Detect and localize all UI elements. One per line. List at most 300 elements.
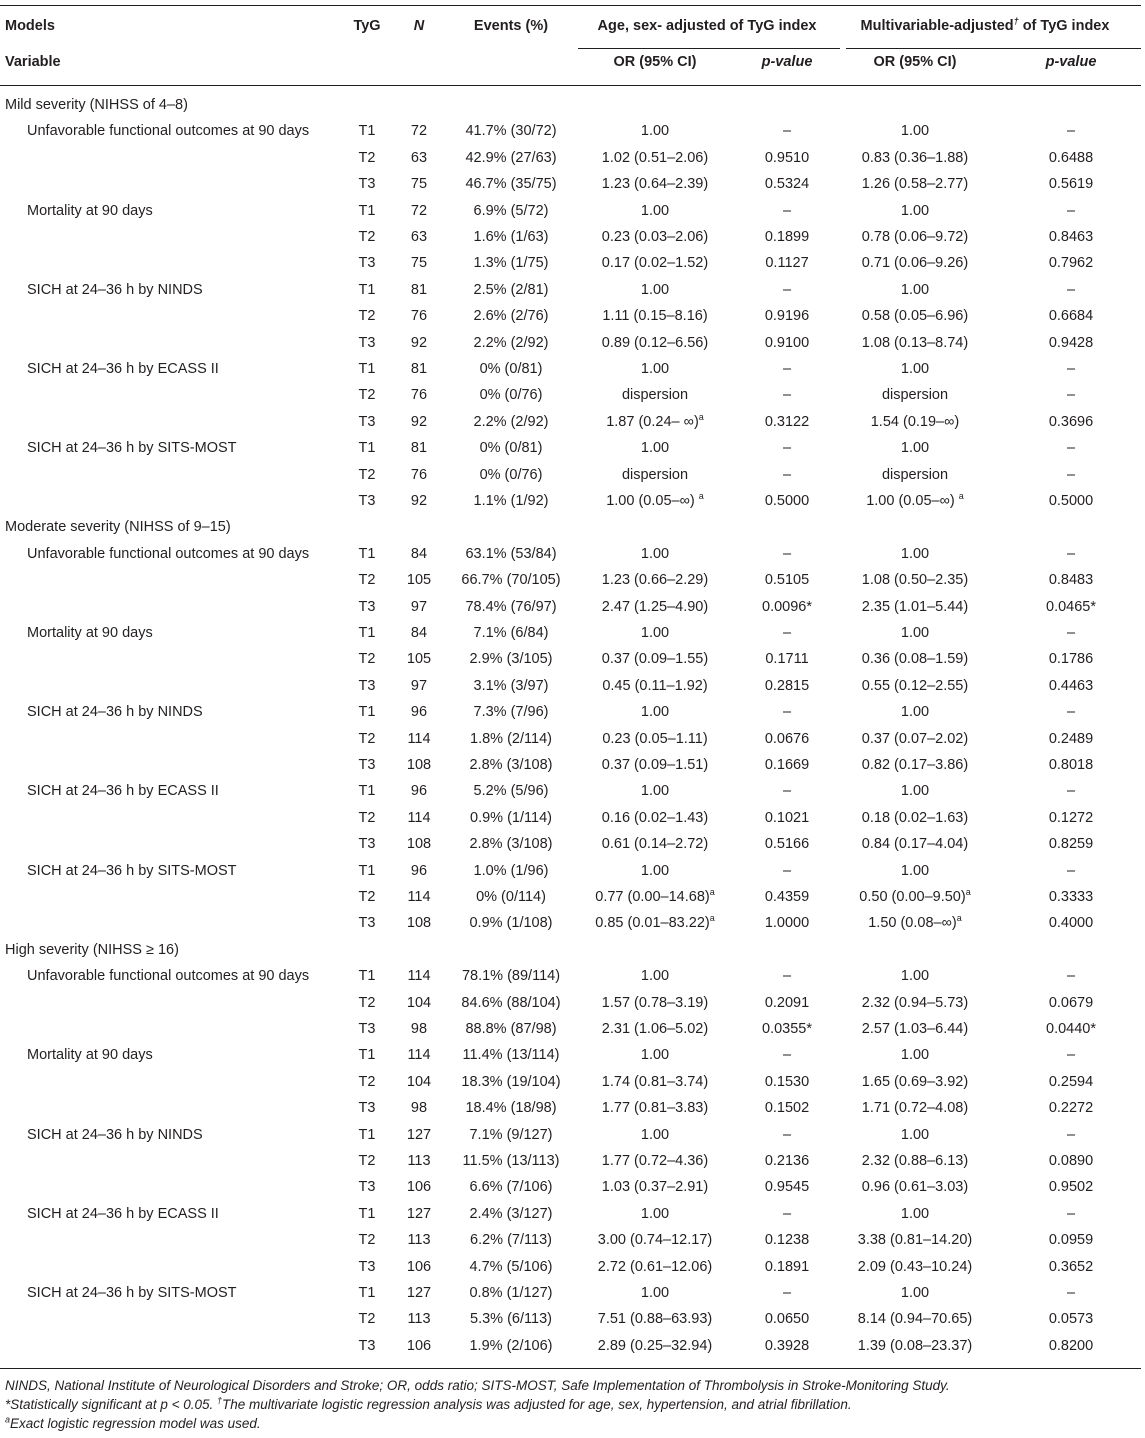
cell-or-multivariable: 0.58 (0.05–6.96) <box>861 308 969 324</box>
outcome-label: SICH at 24–36 h by ECASS II <box>27 783 219 799</box>
cell-p-multivariable: – <box>1066 361 1076 377</box>
table-top-rule <box>0 5 1141 6</box>
cell-n: 72 <box>410 123 428 139</box>
cell-events: 46.7% (35/75) <box>465 176 557 192</box>
cell-tyg: T2 <box>358 1232 376 1248</box>
cell-or-age-sex: 1.00 <box>640 282 670 298</box>
cell-p-multivariable: 0.6684 <box>1048 308 1094 324</box>
cell-or-multivariable: 1.00 <box>900 203 930 219</box>
cell-or-age-sex: 2.47 (1.25–4.90) <box>601 599 709 615</box>
cell-events: 7.1% (6/84) <box>473 625 549 641</box>
cell-tyg: T3 <box>358 1021 376 1037</box>
cell-events: 0% (0/81) <box>479 440 543 456</box>
cell-tyg: T2 <box>358 810 376 826</box>
cell-p-age-sex: – <box>782 123 792 139</box>
cell-or-age-sex: 2.72 (0.61–12.06) <box>597 1259 713 1275</box>
cell-n: 114 <box>407 968 431 984</box>
cell-events: 18.4% (18/98) <box>465 1100 557 1116</box>
cell-or-multivariable: 1.00 <box>900 625 930 641</box>
cell-events: 0.9% (1/114) <box>470 810 552 826</box>
outcome-label: Unfavorable functional outcomes at 90 days <box>27 123 310 139</box>
outcome-label: SICH at 24–36 h by SITS-MOST <box>27 863 237 879</box>
cell-p-age-sex: 0.1127 <box>765 255 809 271</box>
cell-tyg: T3 <box>358 335 376 351</box>
cell-or-multivariable: 0.71 (0.06–9.26) <box>861 255 969 271</box>
cell-tyg: T1 <box>358 203 376 219</box>
cell-events: 1.8% (2/114) <box>470 731 552 747</box>
cell-p-multivariable: 0.5619 <box>1048 176 1094 192</box>
cell-or-age-sex: 1.00 <box>640 123 670 139</box>
cell-p-multivariable: – <box>1066 783 1076 799</box>
footnote-exact-model: $^a$Exact logistic regression model was used. <box>5 1414 261 1431</box>
cell-tyg: T3 <box>358 836 376 852</box>
cell-or-multivariable: 2.09 (0.43–10.24) <box>857 1259 973 1275</box>
cell-p-multivariable: 0.0890 <box>1048 1153 1094 1169</box>
cell-events: 88.8% (87/98) <box>465 1021 557 1037</box>
cell-or-multivariable: 1.00 <box>900 1047 930 1063</box>
cell-p-age-sex: – <box>782 203 792 219</box>
cell-or-age-sex: 1.00 <box>640 863 670 879</box>
cell-or-age-sex: 0.61 (0.14–2.72) <box>601 836 709 852</box>
cell-events: 7.1% (9/127) <box>469 1127 553 1143</box>
header-or-1: OR (95% CI) <box>613 54 697 70</box>
cell-p-multivariable: – <box>1066 282 1076 298</box>
cell-or-age-sex: 1.77 (0.72–4.36) <box>601 1153 709 1169</box>
cell-n: 114 <box>407 731 431 747</box>
cell-or-age-sex: 0.77 $(0.00-14.68)^a$ <box>595 887 715 905</box>
cell-tyg: T3 <box>358 1259 376 1275</box>
cell-or-age-sex: 0.45 (0.11–1.92) <box>602 678 708 694</box>
cell-n: 81 <box>410 361 428 377</box>
cell-events: 2.2% (2/92) <box>473 335 549 351</box>
cell-or-multivariable: 1.26 (0.58–2.77) <box>861 176 969 192</box>
section-title: Mild severity (NIHSS of 4–8) <box>5 97 188 113</box>
cell-or-multivariable: 8.14 (0.94–70.65) <box>857 1311 973 1327</box>
outcome-label: Unfavorable functional outcomes at 90 days <box>27 968 310 984</box>
cell-n: 104 <box>406 1074 432 1090</box>
cell-events: 1.6% (1/63) <box>473 229 549 245</box>
cell-p-age-sex: 0.9100 <box>764 335 810 351</box>
cell-events: 2.9% (3/105) <box>469 651 553 667</box>
cell-n: 98 <box>410 1021 428 1037</box>
cell-n: 96 <box>410 704 428 720</box>
cell-or-age-sex: dispersion <box>621 467 689 483</box>
cell-tyg: T1 <box>358 1285 376 1301</box>
cell-or-age-sex: 1.03 (0.37–2.91) <box>601 1179 709 1195</box>
cell-or-age-sex: 0.85 $(0.01-83.22)^a$ <box>595 913 715 931</box>
cell-p-multivariable: 0.8018 <box>1048 757 1094 773</box>
cell-tyg: T2 <box>358 889 376 905</box>
cell-p-multivariable: – <box>1066 546 1076 562</box>
cell-or-multivariable: 2.32 (0.94–5.73) <box>861 995 969 1011</box>
cell-n: 113 <box>407 1232 431 1248</box>
cell-tyg: T1 <box>358 361 376 377</box>
cell-p-multivariable: 0.9428 <box>1048 335 1094 351</box>
cell-tyg: T3 <box>358 493 376 509</box>
cell-p-multivariable: 0.9502 <box>1048 1179 1094 1195</box>
header-multivariable-adjusted: Multivariable-adjusted† of TyG index <box>860 16 1110 34</box>
cell-events: 6.2% (7/113) <box>470 1232 552 1248</box>
cell-p-multivariable: – <box>1066 123 1076 139</box>
cell-p-multivariable: – <box>1066 863 1076 879</box>
cell-or-age-sex: 1.77 (0.81–3.83) <box>601 1100 709 1116</box>
section-title: High severity (NIHSS ≥ 16) <box>5 942 179 958</box>
cell-tyg: T2 <box>358 150 376 166</box>
cell-tyg: T1 <box>358 625 376 641</box>
cell-events: 0.9% (1/108) <box>469 915 553 931</box>
cell-or-multivariable: 1.39 (0.08–23.37) <box>857 1338 973 1354</box>
cell-or-age-sex: 0.89 (0.12–6.56) <box>601 335 709 351</box>
cell-p-multivariable: – <box>1066 467 1076 483</box>
cell-events: 2.5% (2/81) <box>473 282 549 298</box>
cell-p-age-sex: – <box>782 1127 792 1143</box>
cell-p-age-sex: 0.0650 <box>764 1311 810 1327</box>
cell-tyg: T2 <box>358 229 376 245</box>
cell-events: 2.8% (3/108) <box>469 757 553 773</box>
cell-or-age-sex: 1.00 (0.05–∞) $^a$ <box>606 491 704 509</box>
cell-or-age-sex: 1.74 (0.81–3.74) <box>601 1074 709 1090</box>
cell-or-multivariable: 1.00 <box>900 968 930 984</box>
cell-p-age-sex: – <box>782 361 792 377</box>
header-variable: Variable <box>5 54 61 70</box>
cell-p-age-sex: – <box>782 546 792 562</box>
footnote-abbreviations: NINDS, National Institute of Neurological Disorders and Stroke; OR, odds ratio; SITS-MOST, Safe Implementation of Thrombolysis in Stroke-Monitoring Study. <box>5 1378 950 1393</box>
cell-or-age-sex: 1.00 <box>640 1047 670 1063</box>
cell-p-multivariable: 0.0440* <box>1046 1021 1096 1037</box>
cell-p-age-sex: – <box>782 1206 792 1222</box>
cell-tyg: T1 <box>358 863 376 879</box>
cell-n: 84 <box>410 625 428 641</box>
cell-p-multivariable: – <box>1066 1127 1076 1143</box>
cell-n: 114 <box>407 1047 431 1063</box>
cell-or-age-sex: 0.16 (0.02–1.43) <box>601 810 709 826</box>
cell-events: 5.2% (5/96) <box>473 783 549 799</box>
cell-or-age-sex: 1.00 <box>640 1127 670 1143</box>
cell-p-multivariable: – <box>1066 625 1076 641</box>
cell-events: 2.4% (3/127) <box>469 1206 553 1222</box>
cell-tyg: T1 <box>358 783 376 799</box>
cell-p-age-sex: 0.3928 <box>764 1338 810 1354</box>
cell-or-age-sex: dispersion <box>621 387 689 403</box>
cell-p-multivariable: 0.2272 <box>1048 1100 1094 1116</box>
header-age-sex-adjusted: Age, sex- adjusted of TyG index <box>597 18 817 34</box>
cell-p-age-sex: – <box>782 387 792 403</box>
cell-p-multivariable: – <box>1066 1206 1076 1222</box>
footnote-significance: *Statistically significant at p < 0.05. †The multivariate logistic regression analysis was adjusted for age, sex, hypertension, and atrial fibrillation. <box>5 1395 852 1412</box>
cell-or-multivariable: 1.00 <box>900 546 930 562</box>
cell-p-multivariable: 0.8200 <box>1048 1338 1094 1354</box>
cell-events: 1.3% (1/75) <box>473 255 549 271</box>
cell-events: 18.3% (19/104) <box>461 1074 561 1090</box>
cell-n: 106 <box>406 1179 432 1195</box>
cell-or-multivariable: 1.65 (0.69–3.92) <box>861 1074 969 1090</box>
cell-or-age-sex: 0.23 (0.03–2.06) <box>601 229 709 245</box>
cell-events: 1.9% (2/106) <box>469 1338 553 1354</box>
cell-p-age-sex: 0.5324 <box>764 176 810 192</box>
cell-or-age-sex: 7.51 (0.88–63.93) <box>597 1311 713 1327</box>
cell-p-multivariable: 0.8483 <box>1048 572 1094 588</box>
cell-or-multivariable: 1.00 <box>900 1206 930 1222</box>
cell-or-multivariable: 1.50 $(0.08-\infty)^a$ <box>868 913 962 931</box>
cell-tyg: T1 <box>358 1127 376 1143</box>
table-bottom-rule <box>0 1368 1141 1369</box>
cell-n: 105 <box>406 651 432 667</box>
cell-p-multivariable: 0.4000 <box>1048 915 1094 931</box>
cell-n: 92 <box>410 493 428 509</box>
cell-p-age-sex: 0.1899 <box>764 229 810 245</box>
cell-n: 84 <box>410 546 428 562</box>
cell-or-multivariable: 1.00 <box>900 1127 930 1143</box>
cell-or-age-sex: 1.00 <box>640 203 670 219</box>
cell-tyg: T3 <box>358 915 376 931</box>
header-rule-multivariable <box>846 48 1141 49</box>
cell-or-multivariable: 0.83 (0.36–1.88) <box>861 150 969 166</box>
cell-n: 127 <box>406 1127 432 1143</box>
cell-tyg: T3 <box>358 255 376 271</box>
cell-n: 75 <box>410 255 428 271</box>
cell-or-age-sex: 1.23 (0.64–2.39) <box>601 176 709 192</box>
cell-or-multivariable: 1.00 <box>900 783 930 799</box>
cell-tyg: T1 <box>358 968 376 984</box>
cell-p-multivariable: 0.0573 <box>1048 1311 1094 1327</box>
cell-or-age-sex: 3.00 (0.74–12.17) <box>597 1232 713 1248</box>
cell-p-multivariable: 0.7962 <box>1048 255 1094 271</box>
cell-p-age-sex: 0.1502 <box>764 1100 810 1116</box>
cell-or-multivariable: 0.36 (0.08–1.59) <box>861 651 969 667</box>
cell-tyg: T2 <box>358 308 376 324</box>
cell-p-age-sex: 0.3122 <box>764 414 810 430</box>
cell-or-multivariable: 0.50 $(0.00-9.50)^a$ <box>859 887 971 905</box>
cell-tyg: T2 <box>358 995 376 1011</box>
cell-events: 84.6% (88/104) <box>461 995 561 1011</box>
cell-p-multivariable: 0.3333 <box>1048 889 1094 905</box>
cell-events: 5.3% (6/113) <box>470 1311 552 1327</box>
cell-or-age-sex: 1.00 <box>640 625 670 641</box>
cell-tyg: T3 <box>358 1338 376 1354</box>
cell-events: 0% (0/76) <box>479 467 543 483</box>
cell-or-multivariable: 0.78 (0.06–9.72) <box>861 229 969 245</box>
header-or-2: OR (95% CI) <box>873 54 957 70</box>
cell-or-multivariable: 3.38 (0.81–14.20) <box>857 1232 973 1248</box>
cell-p-multivariable: – <box>1066 387 1076 403</box>
cell-tyg: T3 <box>358 176 376 192</box>
cell-tyg: T2 <box>358 1311 376 1327</box>
cell-p-multivariable: – <box>1066 704 1076 720</box>
cell-p-multivariable: 0.8463 <box>1048 229 1094 245</box>
cell-p-age-sex: – <box>782 968 792 984</box>
cell-p-multivariable: – <box>1066 1285 1076 1301</box>
cell-p-age-sex: 0.9510 <box>764 150 810 166</box>
cell-tyg: T3 <box>358 414 376 430</box>
cell-or-age-sex: 1.00 <box>640 1206 670 1222</box>
outcome-label: SICH at 24–36 h by ECASS II <box>27 361 219 377</box>
cell-n: 97 <box>410 678 428 694</box>
cell-p-age-sex: 1.0000 <box>764 915 810 931</box>
cell-or-multivariable: 1.00 <box>900 440 930 456</box>
cell-p-age-sex: – <box>782 282 792 298</box>
cell-tyg: T2 <box>358 387 376 403</box>
cell-p-age-sex: – <box>782 625 792 641</box>
cell-p-multivariable: – <box>1066 968 1076 984</box>
cell-p-age-sex: 0.2815 <box>764 678 810 694</box>
cell-events: 78.4% (76/97) <box>465 599 557 615</box>
cell-p-multivariable: 0.0465* <box>1046 599 1096 615</box>
cell-n: 98 <box>410 1100 428 1116</box>
cell-or-age-sex: 1.87 (0.24– ∞)$^a$ <box>606 412 704 430</box>
cell-p-age-sex: 0.1891 <box>764 1259 810 1275</box>
cell-n: 81 <box>410 440 428 456</box>
header-tyg: TyG <box>353 18 381 34</box>
cell-or-age-sex: 1.00 <box>640 361 670 377</box>
cell-n: 104 <box>406 995 432 1011</box>
section-title: Moderate severity (NIHSS of 9–15) <box>5 519 231 535</box>
cell-p-age-sex: 0.9545 <box>764 1179 810 1195</box>
cell-or-multivariable: 0.82 (0.17–3.86) <box>861 757 969 773</box>
cell-events: 42.9% (27/63) <box>465 150 557 166</box>
cell-n: 108 <box>406 836 432 852</box>
cell-p-age-sex: 0.1238 <box>764 1232 810 1248</box>
cell-events: 11.4% (13/114) <box>462 1047 560 1063</box>
cell-n: 127 <box>406 1206 432 1222</box>
cell-or-multivariable: 1.00 <box>900 863 930 879</box>
cell-n: 108 <box>406 757 432 773</box>
cell-p-multivariable: 0.8259 <box>1048 836 1094 852</box>
cell-tyg: T2 <box>358 1074 376 1090</box>
cell-tyg: T1 <box>358 123 376 139</box>
cell-p-multivariable: 0.1272 <box>1048 810 1094 826</box>
cell-or-age-sex: 2.89 (0.25–32.94) <box>597 1338 713 1354</box>
header-p-value-1: p-value <box>761 54 813 70</box>
cell-or-multivariable: dispersion <box>881 387 949 403</box>
cell-events: 0% (0/81) <box>479 361 543 377</box>
cell-p-age-sex: 0.4359 <box>764 889 810 905</box>
header-bottom-rule <box>0 85 1141 86</box>
header-rule-age-sex <box>578 48 840 49</box>
cell-p-multivariable: 0.0959 <box>1048 1232 1094 1248</box>
cell-or-age-sex: 1.57 (0.78–3.19) <box>601 995 709 1011</box>
header-events: Events (%) <box>473 18 549 34</box>
cell-events: 0% (0/76) <box>479 387 543 403</box>
cell-tyg: T3 <box>358 1100 376 1116</box>
cell-tyg: T3 <box>358 678 376 694</box>
cell-or-age-sex: 1.00 <box>640 546 670 562</box>
cell-or-multivariable: 1.00 <box>900 1285 930 1301</box>
cell-p-multivariable: 0.3652 <box>1048 1259 1094 1275</box>
cell-or-multivariable: 0.55 (0.12–2.55) <box>861 678 969 694</box>
cell-p-multivariable: 0.3696 <box>1048 414 1094 430</box>
cell-or-age-sex: 1.00 <box>640 440 670 456</box>
cell-or-age-sex: 1.02 (0.51–2.06) <box>601 150 709 166</box>
cell-or-multivariable: 1.00 (0.05–∞) $^a$ <box>866 491 964 509</box>
cell-p-age-sex: – <box>782 1047 792 1063</box>
cell-tyg: T1 <box>358 1206 376 1222</box>
cell-p-age-sex: 0.1711 <box>765 651 809 667</box>
outcome-label: SICH at 24–36 h by SITS-MOST <box>27 440 237 456</box>
cell-p-age-sex: 0.5000 <box>764 493 810 509</box>
cell-events: 1.0% (1/96) <box>473 863 549 879</box>
cell-or-multivariable: 1.00 <box>900 704 930 720</box>
cell-p-age-sex: 0.0676 <box>764 731 810 747</box>
cell-events: 63.1% (53/84) <box>465 546 557 562</box>
cell-events: 2.2% (2/92) <box>473 414 549 430</box>
cell-or-age-sex: 1.00 <box>640 783 670 799</box>
cell-n: 63 <box>410 150 428 166</box>
header-models: Models <box>5 18 55 34</box>
cell-p-age-sex: – <box>782 783 792 799</box>
cell-p-multivariable: – <box>1066 440 1076 456</box>
cell-or-multivariable: 2.35 (1.01–5.44) <box>861 599 969 615</box>
cell-events: 6.9% (5/72) <box>473 203 549 219</box>
cell-tyg: T3 <box>358 1179 376 1195</box>
outcome-label: SICH at 24–36 h by NINDS <box>27 1127 203 1143</box>
cell-p-age-sex: 0.2136 <box>764 1153 810 1169</box>
cell-p-multivariable: – <box>1066 1047 1076 1063</box>
cell-p-age-sex: – <box>782 704 792 720</box>
cell-events: 6.6% (7/106) <box>469 1179 553 1195</box>
cell-n: 81 <box>410 282 428 298</box>
cell-or-multivariable: dispersion <box>881 467 949 483</box>
cell-or-multivariable: 1.08 (0.50–2.35) <box>861 572 969 588</box>
cell-tyg: T3 <box>358 599 376 615</box>
cell-tyg: T2 <box>358 572 376 588</box>
cell-p-age-sex: – <box>782 1285 792 1301</box>
cell-n: 97 <box>410 599 428 615</box>
cell-events: 1.1% (1/92) <box>473 493 549 509</box>
cell-or-multivariable: 1.54 (0.19–∞) <box>870 414 960 430</box>
cell-or-age-sex: 2.31 (1.06–5.02) <box>601 1021 709 1037</box>
header-p-value-2: p-value <box>1045 54 1097 70</box>
cell-p-age-sex: 0.1530 <box>764 1074 810 1090</box>
cell-p-multivariable: 0.0679 <box>1048 995 1094 1011</box>
cell-or-age-sex: 0.37 (0.09–1.55) <box>601 651 709 667</box>
cell-or-age-sex: 0.37 (0.09–1.51) <box>601 757 709 773</box>
cell-p-multivariable: 0.4463 <box>1048 678 1094 694</box>
cell-or-multivariable: 1.71 (0.72–4.08) <box>861 1100 969 1116</box>
cell-or-age-sex: 1.23 (0.66–2.29) <box>601 572 709 588</box>
cell-p-age-sex: 0.9196 <box>764 308 810 324</box>
cell-or-age-sex: 1.00 <box>640 1285 670 1301</box>
cell-n: 108 <box>406 915 432 931</box>
cell-n: 76 <box>410 308 428 324</box>
cell-events: 66.7% (70/105) <box>461 572 561 588</box>
cell-n: 106 <box>406 1259 432 1275</box>
cell-p-multivariable: 0.6488 <box>1048 150 1094 166</box>
cell-events: 0% (0/114) <box>476 889 546 905</box>
cell-p-multivariable: 0.2594 <box>1048 1074 1094 1090</box>
cell-n: 75 <box>410 176 428 192</box>
outcome-label: SICH at 24–36 h by NINDS <box>27 704 203 720</box>
outcome-label: Mortality at 90 days <box>27 1047 153 1063</box>
cell-or-multivariable: 1.00 <box>900 361 930 377</box>
cell-or-multivariable: 2.32 (0.88–6.13) <box>861 1153 969 1169</box>
cell-p-age-sex: 0.5105 <box>764 572 810 588</box>
cell-p-age-sex: 0.2091 <box>764 995 810 1011</box>
outcome-label: Mortality at 90 days <box>27 203 153 219</box>
cell-n: 63 <box>410 229 428 245</box>
cell-n: 106 <box>406 1338 432 1354</box>
cell-p-age-sex: – <box>782 467 792 483</box>
cell-p-multivariable: 0.2489 <box>1048 731 1094 747</box>
cell-n: 114 <box>407 889 431 905</box>
cell-tyg: T1 <box>358 440 376 456</box>
header-n: N <box>413 18 425 34</box>
cell-tyg: T1 <box>358 1047 376 1063</box>
cell-or-age-sex: 0.23 (0.05–1.11) <box>602 731 708 747</box>
cell-p-multivariable: – <box>1066 203 1076 219</box>
cell-tyg: T2 <box>358 1153 376 1169</box>
cell-events: 3.1% (3/97) <box>473 678 549 694</box>
cell-n: 113 <box>407 1153 431 1169</box>
